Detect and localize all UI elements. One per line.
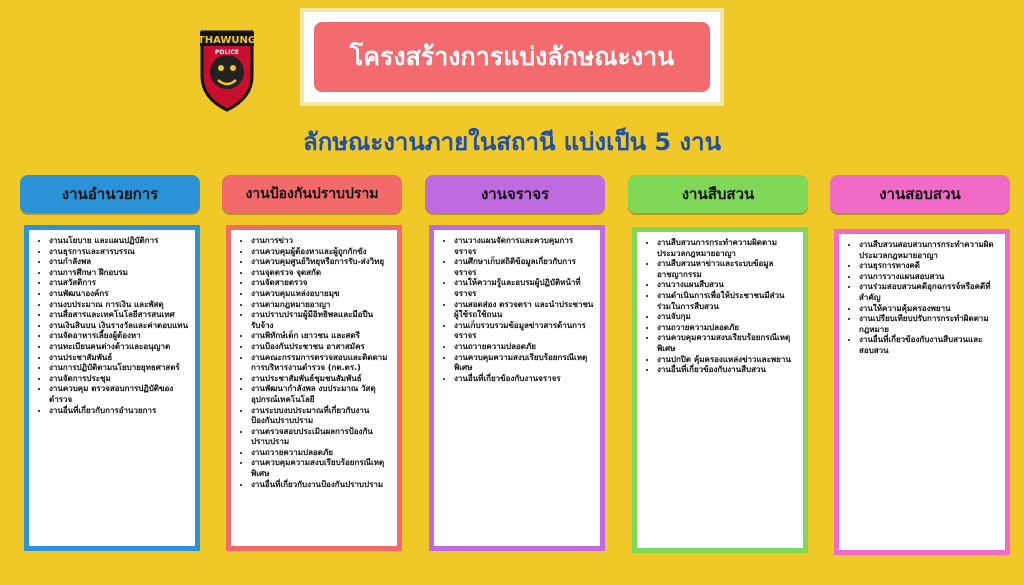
list-item: • งานอื่นที่เกี่ยวกับงานป้องกันปราบปราม [251,480,391,491]
list-item: • งานนโยบาย และแผนปฏิบัติการ [49,236,189,247]
list-item: • งานงบประมาณ การเงิน และพัสดุ [49,300,189,311]
column-inquiry [830,175,1010,213]
column-header-prevention: งานป้องกันปราบปราม [222,175,402,213]
column-traffic [425,175,605,213]
list-item: • งานดำเนินการเพื่อให้ประชาชนมีส่วนร่วมในการสืบสวน [657,291,797,312]
list-item: • งานปราบปรามผู้มีอิทธิพลและมือปืนรับจ้าง [251,310,391,331]
list-item: • งานร่วมสอบสวนคดีอุกฉกรรจ์หรือคดีที่สำคัญ [859,282,999,303]
list-item: • งานจัดอาหารเลี้ยงผู้ต้องหา [49,331,189,342]
list-item: • งานพัฒนาองค์กร [49,289,189,300]
column-header-investigation: งานสืบสวน [628,175,808,213]
logo-subtext: POLICE [214,49,240,56]
list-item: • งานควบคุมความสงบเรียบร้อยกรณีเหตุพิเศษ [657,333,797,354]
list-item: • งานปกปิด คุ้มครองแหล่งข่าวและพยาน [657,355,797,366]
logo-text: THAWUNG [198,35,256,46]
list-item: • งานควบคุม ตรวจสอบการปฏิบัติของตำรวจ [49,384,189,405]
list-item: • งานสอดส่อง ตรวจตรา และนำประชาชนผู้ใช้รถใช้ถนน [454,300,594,321]
list-item: • งานอื่นที่เกี่ยวข้องกับงานสืบสวน [657,365,797,376]
title-frame [300,8,724,106]
list-item: • งานจุดตรวจ จุดสกัด [251,268,391,279]
list-item: • งานการวางแผนสอบสวน [859,272,999,283]
page-subtitle: ลักษณะงานภายในสถานี แบ่งเป็น 5 งาน [303,128,721,156]
list-item: • งานให้ความรู้และอบรมผู้ปฏิบัติหน้าที่จราจร [454,278,594,299]
column-header-inquiry: งานสอบสวน [830,175,1010,213]
list-item: • งานสืบสวนสอบสวนการกระทำความผิดประมวลกฎหมายอาญา [859,240,999,261]
list-item: • งานถวายความปลอดภัย [251,448,391,459]
column-header-traffic: งานจราจร [425,175,605,213]
list-item: • งานประชาสัมพันธ์ [49,353,189,364]
column-header-admin: งานอำนวยการ [20,175,200,213]
list-item: • งานกำลังพล [49,257,189,268]
list-item: • งานควบคุมผู้ต้องหาและผู้ถูกกักขัง [251,247,391,258]
list-item: • งานให้ความคุ้มครองพยาน [859,304,999,315]
list-item: • งานจัดการประชุม [49,374,189,385]
list-item: • งานอื่นที่เกี่ยวกับการอำนวยการ [49,406,189,417]
list-item: • งานถวายความปลอดภัย [454,342,594,353]
list-item: • งานการศึกษา ฝึกอบรม [49,268,189,279]
police-logo [198,14,256,112]
list-item: • งานเงินสินบน เงินรางวัลและค่าตอบแทน [49,321,189,332]
list-item: • งานธุรการและสารบรรณ [49,247,189,258]
list-item: • งานพิทักษ์เด็ก เยาวชน และสตรี [251,331,391,342]
list-item: • งานศึกษาเก็บสถิติข้อมูลเกี่ยวกับการจราจร [454,257,594,278]
list-item: • งานวางแผนสืบสวน [657,280,797,291]
column-admin [20,175,200,213]
list-item: • งานควบคุมศูนย์วิทยุหรือการรับ-ส่งวิทยุ [251,257,391,268]
list-item: • งานตรวจสอบประเมินผลการป้องกันปราบปราม [251,427,391,448]
list-item: • งานจัดสายตรวจ [251,278,391,289]
list-item: • งานทะเบียนคนต่างด้าวและอนุญาต [49,342,189,353]
list-item: • งานเก็บรวบรวมข้อมูลข่าวสารด้านการจราจร [454,321,594,342]
list-item: • งานคณะกรรมการตรวจสอบและติดตามการบริหารงานตำรวจ (กต.ตร.) [251,353,391,374]
list-item: • งานตามกฎหมายอาญา [251,300,391,311]
column-list-inquiry [834,229,1010,555]
list-item: • งานประชาสัมพันธ์ชุมชนสัมพันธ์ [251,374,391,385]
list-item: • งานสื่อสารและเทคโนโลยีสารสนเทศ [49,310,189,321]
list-item: • งานควบคุมแหล่งอบายมุข [251,289,391,300]
list-item: • งานควบคุมความสงบเรียบร้อยกรณีเหตุพิเศษ [454,353,594,374]
column-prevention [222,175,402,213]
column-investigation [628,175,808,213]
list-item: • งานการข่าว [251,236,391,247]
list-item: • งานสวัสดิการ [49,278,189,289]
list-item: • งานควบคุมความสงบเรียบร้อยกรณีเหตุพิเศษ [251,458,391,479]
list-item: • งานการปฏิบัติตามนโยบายยุทธศาสตร์ [49,363,189,374]
list-item: • งานธุรการทางคดี [859,261,999,272]
list-item: • งานจับกุม [657,312,797,323]
list-item: • งานเปรียบเทียบปรับการกระทำผิดตามกฎหมาย [859,314,999,335]
list-item: • งานถวายความปลอดภัย [657,323,797,334]
list-item: • งานพัฒนากำลังพล งบประมาณ วัสดุอุปกรณ์เทคโนโลยี [251,384,391,405]
list-item: • งานอื่นที่เกี่ยวข้องกับงานสืบสวนและสอบสวน [859,335,999,356]
column-list-prevention [226,225,402,551]
list-item: • งานอื่นที่เกี่ยวข้องกับงานจราจร [454,374,594,385]
list-item: • งานสืบสวนการกระทำความผิดตามประมวลกฎหมายอาญา [657,238,797,259]
column-list-admin [24,225,200,551]
page-title: โครงสร้างการแบ่งลักษณะงาน [314,22,710,92]
list-item: • งานระบบงบประมาณที่เกี่ยวกับงานป้องกันปราบปราม [251,406,391,427]
column-list-investigation [632,227,808,553]
column-list-traffic [429,225,605,551]
list-item: • งานป้องกันประชาชน อาสาสมัคร [251,342,391,353]
list-item: • งานวางแผนจัดการและควบคุมการจราจร [454,236,594,257]
list-item: • งานสืบสวนหาข่าวและระบบข้อมูลอาชญากรรม [657,259,797,280]
